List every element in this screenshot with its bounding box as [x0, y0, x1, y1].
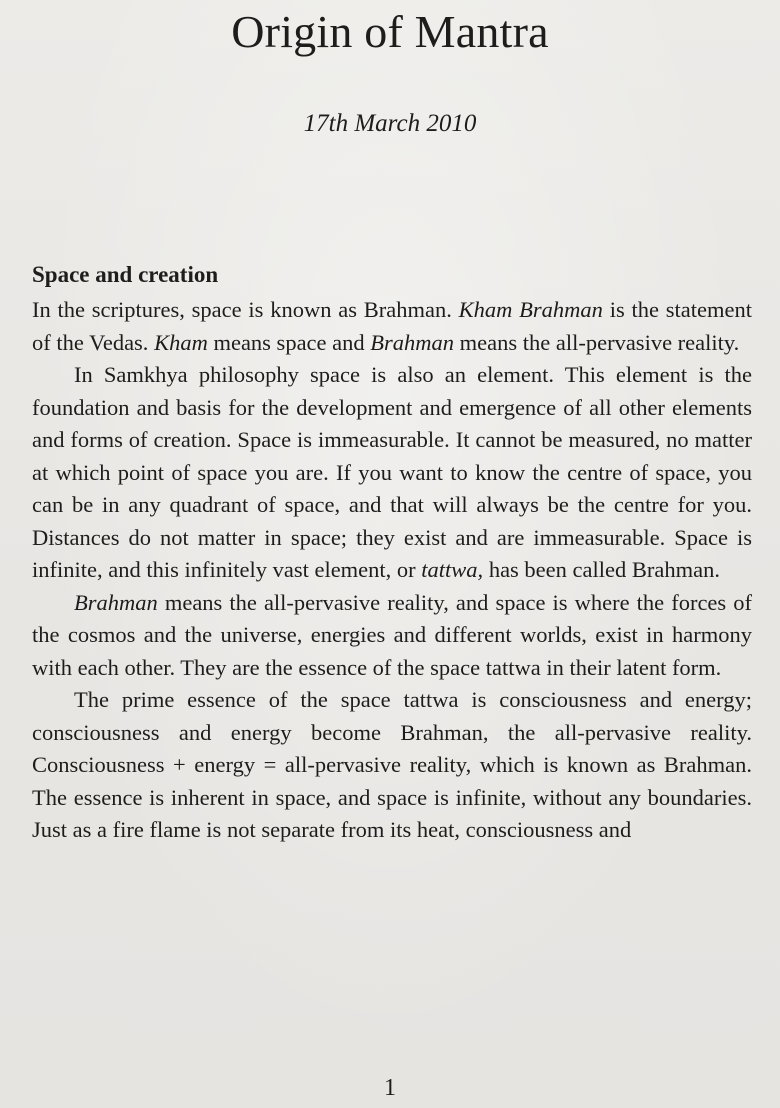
paragraph-text: has been called Brahman.	[483, 557, 720, 582]
chapter-title: Origin of Mantra	[231, 6, 549, 57]
paragraph-text: means space and	[207, 329, 371, 355]
paragraph-2	[32, 359, 752, 587]
paragraph-3	[32, 587, 752, 685]
paragraph-1	[32, 294, 752, 359]
italic-term: Brahman	[74, 589, 158, 615]
italic-term: tattwa,	[421, 557, 484, 582]
paragraph-text: In Samkhya philosophy space is also an element. This element is the foundation and basis for the development and emergence of all other elements and forms of creation. Space is immeasurable. It cannot be measured, no matter at which point of space you are. If you want to know the centre of space, you can be in any quadrant of space, and that will always be the centre for you. Distances do not matter in space; they exist and are immeasurable. Space is infinite, and this infinitely vast element, or	[32, 362, 752, 582]
paragraph-text: is the statement of the Vedas.	[32, 297, 752, 355]
chapter-date: 17th March 2010	[303, 110, 477, 137]
section-heading: Space and creation	[32, 262, 219, 287]
paragraph-text: means the all-pervasive reality.	[454, 329, 740, 355]
paragraph-text: means the all-pervasive reality, and space is where the forces of the cosmos and the universe, energies and different worlds, exist in harmony with each other. They are the essence of the space tattwa in their latent form.	[32, 589, 752, 680]
body-text	[32, 294, 752, 847]
italic-term: Kham Brahman	[458, 297, 603, 322]
page-number: 1	[384, 1075, 396, 1101]
paragraph-text: In the scriptures, space is known as Brahman.	[32, 297, 459, 322]
italic-term: Brahman	[370, 329, 455, 355]
paragraph-text: The prime essence of the space tattwa is consciousness and energy; consciousness and energy become Brahman, the all-pervasive reality. Consciousness + energy = all-pervasive reality, which is known as Brahman. The essence is inherent in space, and space is infinite, without any boundaries. Just as a fire flame is not separate from its heat, consciousness and	[32, 687, 752, 842]
paragraph-4	[32, 684, 752, 847]
italic-term: Kham	[154, 329, 208, 355]
